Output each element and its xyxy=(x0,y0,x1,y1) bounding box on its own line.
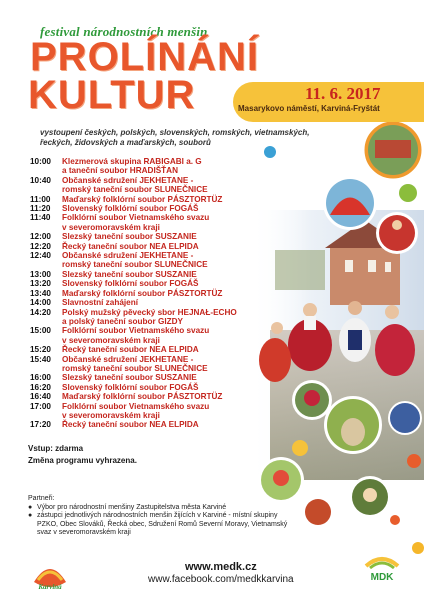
schedule-event: Slezský taneční soubor SUSZANIE xyxy=(62,232,197,242)
schedule-time: 10:00 xyxy=(30,157,51,166)
schedule-event: Folklórní soubor Vietnamského svazu xyxy=(62,213,210,223)
facebook-link[interactable]: www.facebook.com/medkkarvina xyxy=(148,574,294,585)
schedule-row xyxy=(30,298,300,307)
schedule-time: 11:40 xyxy=(30,213,51,223)
schedule-row xyxy=(30,364,300,373)
mdk-logo xyxy=(362,556,402,584)
schedule-event: v severomoravském kraji xyxy=(62,222,160,232)
schedule-event: Klezmerová skupina RABIGABI a. G xyxy=(62,157,202,166)
karvina-logo xyxy=(30,562,70,592)
schedule-event: Maďarský folklórní soubor PÁSZTORTÜZ xyxy=(62,392,223,402)
schedule-time: 12:40 xyxy=(30,251,51,261)
schedule-time: 17:00 xyxy=(30,401,51,411)
bullet-icon: ● xyxy=(28,512,33,519)
schedule-row xyxy=(30,260,300,269)
schedule-row xyxy=(30,204,300,213)
title-line-1: PROLÍNÁNÍ xyxy=(30,35,259,79)
event-date: 11. 6. 2017 xyxy=(305,84,381,103)
schedule-row xyxy=(30,355,300,364)
schedule-row xyxy=(30,279,300,288)
partner-item-text: zástupci jednotlivých národnostních menšin žijících v Karviné - místní skupiny PZKO, Obec Slováků, Řecká obec, Sdružení Romů Severní Moravy, Vietnamský svaz v severomoravském kraji xyxy=(37,512,288,536)
schedule-time: 15:40 xyxy=(30,354,51,364)
schedule-time xyxy=(30,260,62,269)
schedule-time: 16:20 xyxy=(30,382,51,392)
partner-item-text: Výbor pro národnostní menšiny Zastupitelstva města Karviné xyxy=(37,503,227,511)
schedule-time: 13:20 xyxy=(30,279,51,289)
schedule-event: v severomoravském kraji xyxy=(62,410,160,420)
schedule-row xyxy=(30,185,300,194)
schedule-event: Slezský taneční soubor SUSZANIE xyxy=(62,269,197,279)
partner-item xyxy=(28,512,293,538)
schedule-time: 16:40 xyxy=(30,392,51,402)
schedule-time xyxy=(30,185,62,194)
schedule-row xyxy=(30,213,300,222)
schedule-time: 10:40 xyxy=(30,175,51,185)
schedule-row xyxy=(30,336,300,345)
schedule-event: Řecký taneční soubor NEA ELPIDA xyxy=(62,345,199,355)
event-venue: Masarykovo náměstí, Karviná-Fryštát xyxy=(238,104,380,113)
schedule-time: 11:20 xyxy=(30,204,51,214)
schedule-time: 15:20 xyxy=(30,345,51,355)
festival-label: festival národnostních menšin xyxy=(40,24,208,39)
mdk-logo-text: MDK xyxy=(370,572,394,583)
schedule-event: Maďarský folklórní soubor PÁSZTORTÜZ xyxy=(62,194,223,204)
schedule-time: 12:20 xyxy=(30,241,51,251)
schedule-event: romský taneční soubor SLUNEČNICE xyxy=(62,260,208,270)
schedule-row xyxy=(30,232,300,241)
schedule-event: romský taneční soubor SLUNEČNICE xyxy=(62,185,208,195)
schedule-list xyxy=(30,157,300,430)
schedule-time xyxy=(30,223,62,232)
schedule-time xyxy=(30,364,62,373)
title-line-2: KULTUR xyxy=(28,73,196,117)
schedule-event: Polský mužský pěvecký sbor HEJNAŁ-ECHO xyxy=(62,307,237,317)
schedule-time: 14:00 xyxy=(30,298,51,308)
schedule-event: Folklórní soubor Vietnamského svazu xyxy=(62,401,210,411)
schedule-time: 13:40 xyxy=(30,288,51,298)
karvina-logo-text: Karviná xyxy=(38,583,62,591)
schedule-time xyxy=(30,411,62,420)
schedule-event: a polský taneční soubor GIZDY xyxy=(62,316,184,326)
schedule-event: Slavnostní zahájení xyxy=(62,298,138,308)
schedule-row xyxy=(30,392,300,401)
subtitle: vystoupení českých, polských, slovenských, romských, vietnamských, řeckých, židovských a maďarských, souborů xyxy=(40,128,310,147)
schedule-row xyxy=(30,411,300,420)
schedule-time: 15:00 xyxy=(30,326,51,336)
schedule-row xyxy=(30,317,300,326)
schedule-row xyxy=(30,223,300,232)
schedule-row xyxy=(30,242,300,251)
partners-heading: Partneři: xyxy=(28,495,55,502)
program-change-note: Změna programu vyhrazena. xyxy=(28,456,137,465)
schedule-time: 13:00 xyxy=(30,269,51,279)
schedule-row xyxy=(30,326,300,335)
schedule-time: 16:00 xyxy=(30,373,51,383)
schedule-event: a taneční soubor HRADIŠŤAN xyxy=(62,166,179,176)
schedule-event: Slovenský folklórní soubor FOGÁŠ xyxy=(62,382,199,392)
schedule-row xyxy=(30,420,300,429)
schedule-event: Občanské sdružení JEKHETANE - xyxy=(62,251,194,261)
entry-info: Vstup: zdarma xyxy=(28,444,84,453)
schedule-time: 14:20 xyxy=(30,307,51,317)
website-link[interactable]: www.medk.cz xyxy=(185,561,257,573)
partner-item xyxy=(28,504,293,513)
schedule-time: 12:00 xyxy=(30,232,51,242)
schedule-row xyxy=(30,373,300,382)
schedule-event: v severomoravském kraji xyxy=(62,335,160,345)
schedule-row xyxy=(30,157,300,166)
schedule-row xyxy=(30,308,300,317)
schedule-event: Maďarský folklórní soubor PÁSZTORTÜZ xyxy=(62,288,223,298)
schedule-event: Slovenský folklórní soubor FOGÁŠ xyxy=(62,204,199,214)
schedule-event: Občanské sdružení JEKHETANE - xyxy=(62,175,194,185)
schedule-row xyxy=(30,270,300,279)
schedule-event: Folklórní soubor Vietnamského svazu xyxy=(62,326,210,336)
schedule-row xyxy=(30,345,300,354)
schedule-row xyxy=(30,289,300,298)
schedule-time xyxy=(30,336,62,345)
schedule-event: romský taneční soubor SLUNEČNICE xyxy=(62,363,208,373)
schedule-row xyxy=(30,383,300,392)
schedule-event: Řecký taneční soubor NEA ELPIDA xyxy=(62,420,199,430)
schedule-row xyxy=(30,195,300,204)
schedule-event: Slezský taneční soubor SUSZANIE xyxy=(62,373,197,383)
schedule-event: Slovenský folklórní soubor FOGÁŠ xyxy=(62,279,199,289)
schedule-row xyxy=(30,402,300,411)
bullet-icon: ● xyxy=(28,503,33,511)
schedule-time: 11:00 xyxy=(30,194,51,204)
schedule-row xyxy=(30,176,300,185)
schedule-event: Řecký taneční soubor NEA ELPIDA xyxy=(62,241,199,251)
schedule-time xyxy=(30,317,62,326)
schedule-time: 17:20 xyxy=(30,420,51,430)
schedule-row xyxy=(30,166,300,175)
schedule-time xyxy=(30,166,62,175)
partners-block xyxy=(28,495,293,538)
info-block xyxy=(28,443,137,467)
schedule-event: Občanské sdružení JEKHETANE - xyxy=(62,354,194,364)
